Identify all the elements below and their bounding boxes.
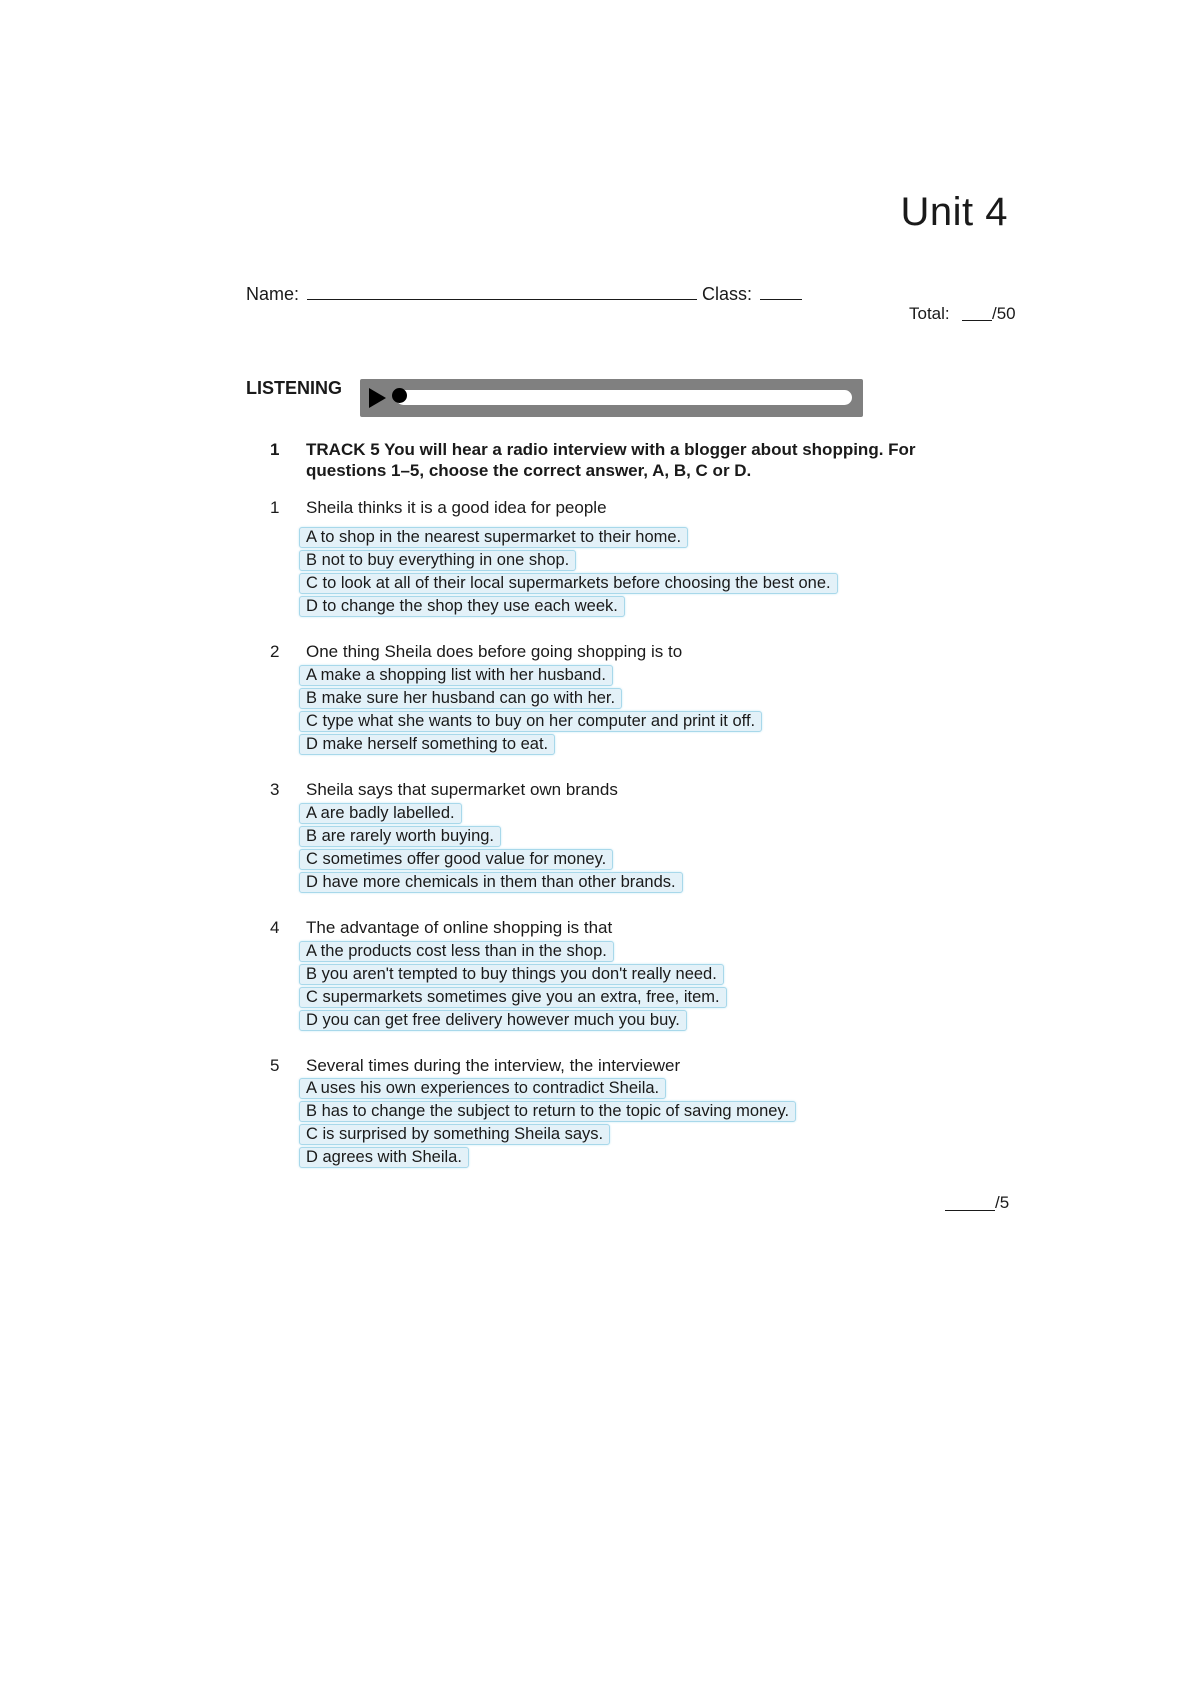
question-number: 1 [270, 498, 280, 517]
answer-option[interactable]: A the products cost less than in the shop. [299, 941, 614, 962]
class-field[interactable] [760, 299, 802, 300]
question-number: 5 [270, 1056, 280, 1075]
answer-option[interactable]: A uses his own experiences to contradict Sheila. [299, 1078, 666, 1099]
question-stem: Sheila says that supermarket own brands [306, 780, 618, 799]
question-stem: The advantage of online shopping is that [306, 918, 613, 937]
name-field[interactable] [307, 299, 697, 300]
section-heading: LISTENING [246, 378, 343, 398]
task-instruction: TRACK 5 You will hear a radio interview with a blogger about shopping. For questions 1–5, choose the correct answer, A, B, C or D. [306, 440, 916, 480]
unit-title: Unit 4 [900, 190, 1008, 234]
question-stem: Sheila thinks it is a good idea for people [306, 498, 607, 517]
question-number: 4 [270, 918, 280, 937]
progress-knob[interactable] [392, 388, 407, 403]
answer-option[interactable]: B not to buy everything in one shop. [299, 550, 576, 571]
question-stem: Several times during the interview, the interviewer [306, 1056, 681, 1075]
answer-option[interactable]: C sometimes offer good value for money. [299, 849, 613, 870]
question-stem: One thing Sheila does before going shopping is to [306, 642, 683, 661]
answer-option[interactable]: C is surprised by something Sheila says. [299, 1124, 610, 1145]
class-label: Class: [702, 284, 753, 304]
answer-option[interactable]: C type what she wants to buy on her computer and print it off. [299, 711, 762, 732]
audio-player [360, 379, 863, 417]
answer-option[interactable]: B has to change the subject to return to the topic of saving money. [299, 1101, 796, 1122]
answer-option[interactable]: B you aren't tempted to buy things you don't really need. [299, 964, 724, 985]
total-score-field[interactable] [962, 320, 992, 321]
section-score-field[interactable] [945, 1210, 995, 1211]
name-label: Name: [246, 284, 300, 304]
total-label: Total: [909, 304, 950, 323]
answer-option[interactable]: A are badly labelled. [299, 803, 462, 824]
answer-option[interactable]: D make herself something to eat. [299, 734, 555, 755]
answer-option[interactable]: C supermarkets sometimes give you an extra, free, item. [299, 987, 727, 1008]
total-value: /50 [992, 304, 1016, 323]
question-number: 2 [270, 642, 280, 661]
task-number: 1 [270, 440, 280, 459]
answer-option[interactable]: C to look at all of their local supermarkets before choosing the best one. [299, 573, 838, 594]
section-score-value: /5 [995, 1193, 1010, 1212]
answer-option[interactable]: D agrees with Sheila. [299, 1147, 469, 1168]
answer-option[interactable]: A make a shopping list with her husband. [299, 665, 613, 686]
question-number: 3 [270, 780, 280, 799]
answer-option[interactable]: D you can get free delivery however much you buy. [299, 1010, 687, 1031]
answer-option[interactable]: D to change the shop they use each week. [299, 596, 625, 617]
answer-option[interactable]: B are rarely worth buying. [299, 826, 501, 847]
answer-option[interactable]: B make sure her husband can go with her. [299, 688, 622, 709]
answer-option[interactable]: D have more chemicals in them than other brands. [299, 872, 683, 893]
progress-track[interactable] [396, 390, 852, 405]
play-icon[interactable] [369, 388, 386, 408]
answer-option[interactable]: A to shop in the nearest supermarket to their home. [299, 527, 688, 548]
